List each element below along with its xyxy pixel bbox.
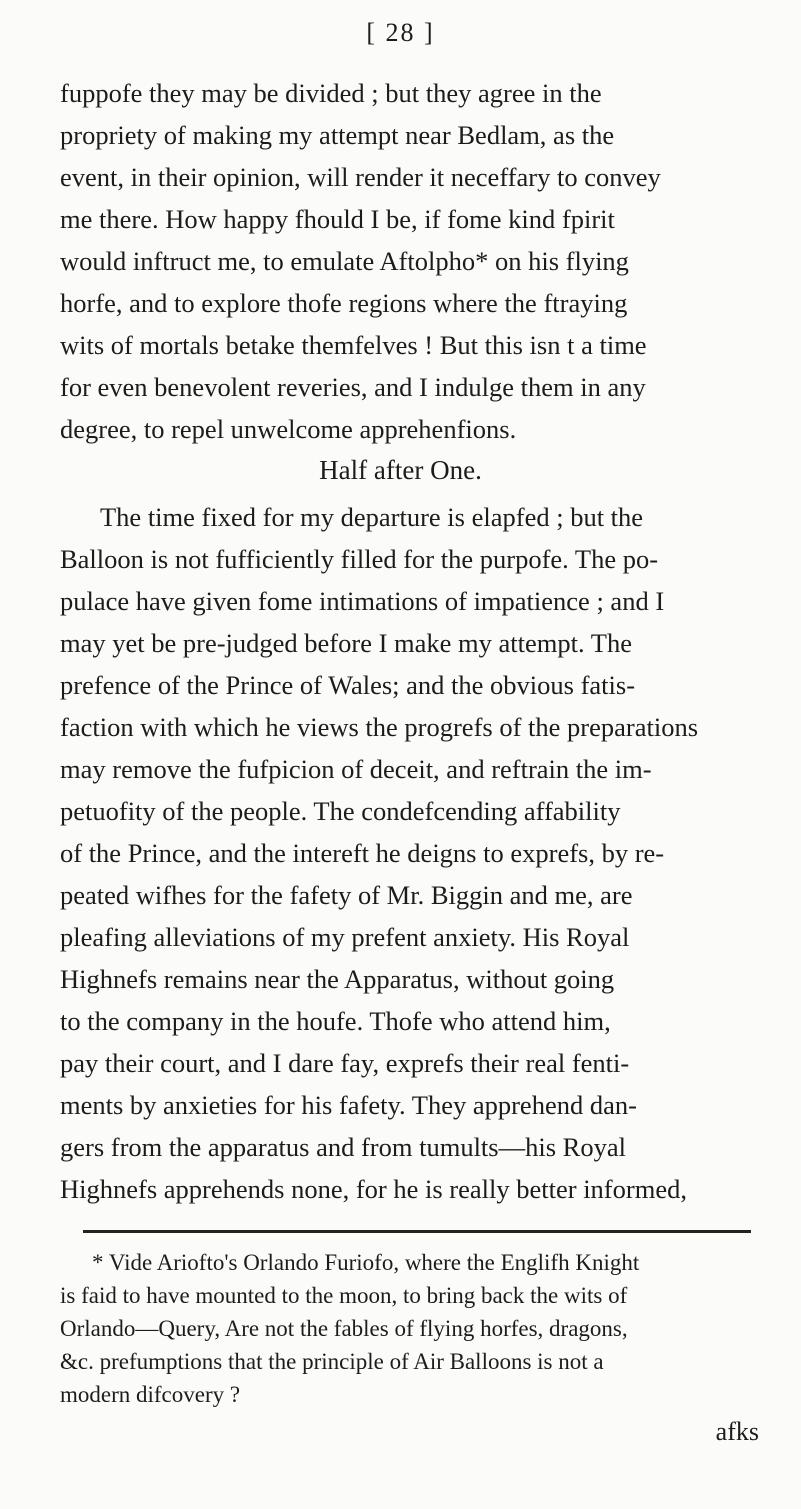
text-line: degree, to repel unwelcome apprehenfions. [60, 414, 517, 444]
paragraph-one [60, 72, 760, 450]
footnote-line: * Vide Ariofto's Orlando Furiofo, where the Englifh Knight [92, 1250, 640, 1275]
text-line: Balloon is not fufficiently filled for the purpofe. The po- [60, 544, 659, 574]
text-line: peated wifhes for the fafety of Mr. Biggin and me, are [60, 880, 633, 910]
text-line: to the company in the houfe. Thofe who attend him, [60, 1006, 611, 1036]
text-line: me there. How happy fhould I be, if fome kind fpirit [60, 204, 615, 234]
paragraph-two [60, 496, 760, 1210]
catchword: afks [715, 1417, 759, 1446]
text-line: wits of mortals betake themfelves ! But this isn t a time [60, 330, 647, 360]
footnote-line: is faid to have mounted to the moon, to bring back the wits of [60, 1283, 628, 1308]
text-line: for even benevolent reveries, and I indulge them in any [60, 372, 646, 402]
text-line: fuppofe they may be divided ; but they agree in the [60, 78, 602, 108]
text-line: petuofity of the people. The condefcending affability [60, 796, 621, 826]
text-line: pulace have given fome intimations of impatience ; and I [60, 586, 665, 616]
text-line: event, in their opinion, will render it neceffary to convey [60, 162, 661, 192]
text-line: Highnefs apprehends none, for he is really better informed, [60, 1174, 687, 1204]
footnote [60, 1246, 760, 1411]
footnote-rule [83, 1230, 751, 1233]
text-line: pay their court, and I dare fay, exprefs their real fenti- [60, 1048, 630, 1078]
text-line: Highnefs remains near the Apparatus, without going [60, 964, 615, 994]
page-number-header: [ 28 ] [366, 18, 435, 47]
text-line: ments by anxieties for his fafety. They apprehend dan- [60, 1090, 637, 1120]
footnote-line: modern difcovery ? [60, 1382, 241, 1407]
text-line: gers from the apparatus and from tumults—his Royal [60, 1132, 626, 1162]
text-line: propriety of making my attempt near Bedlam, as the [60, 120, 615, 150]
text-line: may yet be pre-judged before I make my attempt. The [60, 628, 632, 658]
footnote-line: Orlando—Query, Are not the fables of flying horfes, dragons, [60, 1316, 628, 1341]
text-line: of the Prince, and the intereft he deigns to exprefs, by re- [60, 838, 665, 868]
text-line: horfe, and to explore thofe regions where the ftraying [60, 288, 628, 318]
text-line: pleafing alleviations of my prefent anxiety. His Royal [60, 922, 630, 952]
text-line: prefence of the Prince of Wales; and the obvious fatis- [60, 670, 636, 700]
text-line: would inftruct me, to emulate Aftolpho* on his flying [60, 246, 629, 276]
section-heading: Half after One. [319, 455, 482, 485]
text-line: faction with which he views the progrefs of the preparations [60, 712, 699, 742]
text-line: may remove the fufpicion of deceit, and reftrain the im- [60, 754, 652, 784]
text-line: The time fixed for my departure is elapfed ; but the [100, 502, 644, 532]
footnote-line: &c. prefumptions that the principle of Air Balloons is not a [60, 1349, 604, 1374]
